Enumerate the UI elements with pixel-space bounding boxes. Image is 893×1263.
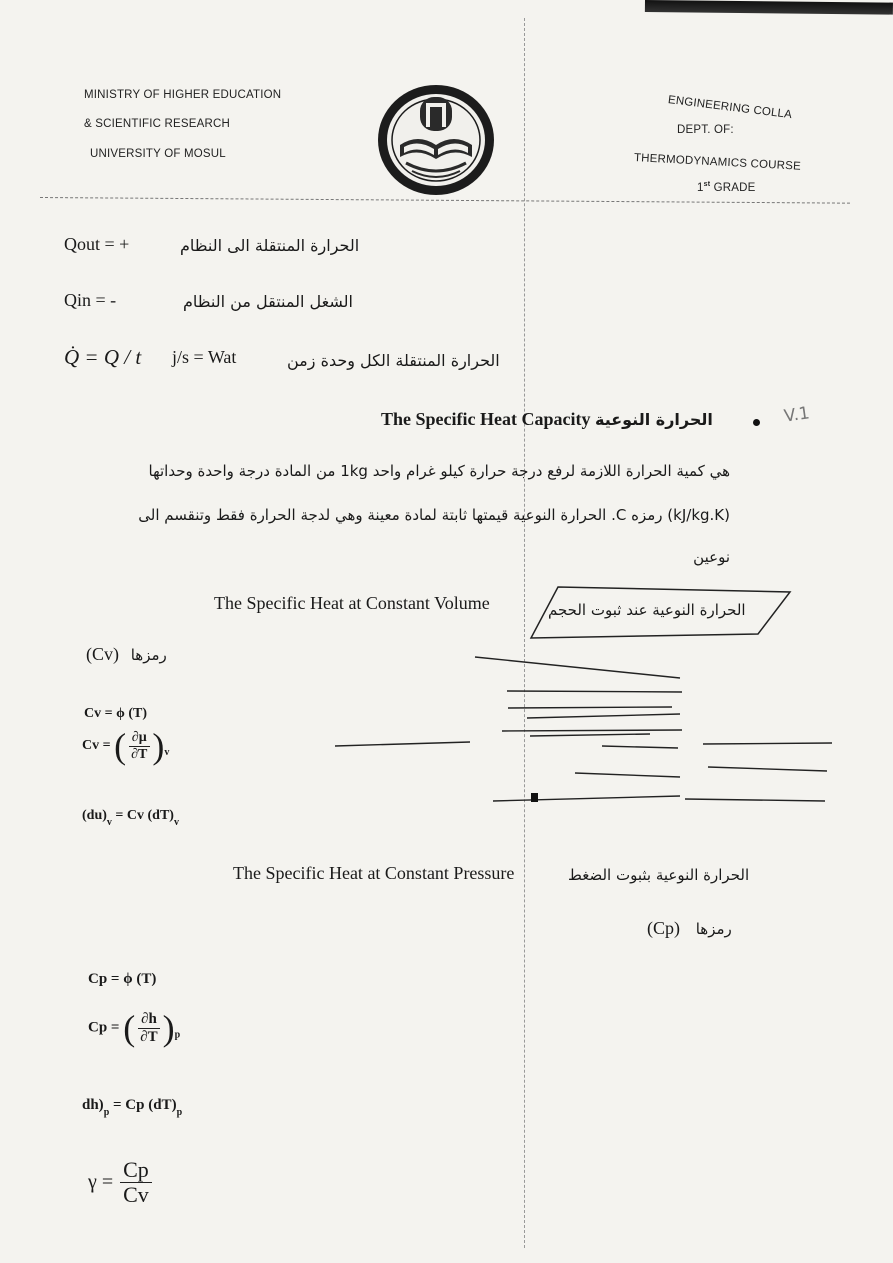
hand-drawn-strokes	[330, 650, 840, 810]
grade-word: GRADE	[713, 181, 756, 194]
grade-line	[697, 181, 756, 194]
qin-description: الشغل المنتقل من النظام	[183, 292, 353, 311]
cp-eq2-subscript: p	[174, 1029, 181, 1041]
qout-label: Qout = +	[64, 234, 130, 254]
gamma-denominator: Cv	[123, 1182, 149, 1208]
bullet-icon	[753, 419, 760, 426]
college-line: ENGINEERING COLLA	[667, 94, 793, 122]
definition-line-1: هي كمية الحرارة اللازمة لرفع درجة حرارة كيلو غرام واحد 1kg من المادة درجة واحدة وحداتها	[148, 462, 730, 480]
definition-line-2: (kJ/kg.K) رمزه C. الحرارة النوعية قيمتها ثابتة لمادة معينة وهي لدجة الحرارة فقط وتنقسم الى	[138, 506, 730, 524]
cv-eq3-lhs: (du)	[82, 808, 107, 823]
research-line: & SCIENTIFIC RESEARCH	[84, 118, 231, 130]
cv-eq2-numerator: ∂μ	[129, 730, 150, 746]
cp-equation-1: Cp = ϕ (T)	[88, 971, 157, 987]
definition-line-3: نوعين	[693, 548, 730, 566]
cv-heading-ar: الحرارة النوعية عند ثبوت الحجم	[548, 601, 746, 619]
specific-heat-heading	[381, 409, 713, 430]
department-line: DEPT. OF:	[677, 124, 734, 136]
qdot-description: الحرارة المنتقلة الكل وحدة زمن	[287, 351, 500, 370]
qdot-formula: Q̇ = Q / t	[64, 345, 142, 369]
cp-heading-ar: الحرارة النوعية بثبوت الضغط	[568, 866, 750, 884]
cp-eq3-subscript-2: p	[176, 1107, 183, 1118]
vertical-fold-line	[524, 18, 525, 1248]
cp-symbol-label: رمزها	[695, 920, 732, 938]
cv-equation-2: Cv = ( $\frac{\partial\mu}{\partial T}$ )$_v$	[82, 726, 170, 766]
ministry-line: MINISTRY OF HIGHER EDUCATION	[84, 89, 282, 101]
cv-eq3-rhs: = Cv (dT)	[115, 808, 174, 823]
cp-eq2-lhs: Cp =	[88, 1019, 120, 1036]
cp-equation-2: Cp = ( $\frac{\partial h}{\partial T}$ )$_p$	[88, 1008, 181, 1048]
handwritten-margin-note: V.1	[782, 403, 811, 427]
cp-symbol: (Cp)	[647, 918, 680, 938]
cp-heading-en: The Specific Heat at Constant Pressure	[233, 863, 515, 883]
qin-label: Qin = -	[64, 290, 117, 310]
cp-eq3-lhs: dh)	[82, 1097, 104, 1113]
gamma-lhs: γ =	[88, 1171, 114, 1194]
university-seal-logo	[376, 83, 496, 198]
cv-equation-1: Cv = ϕ (T)	[84, 706, 147, 721]
gamma-numerator: Cp	[120, 1158, 152, 1183]
qdot-units: j/s = Wat	[172, 347, 237, 367]
cp-eq2-numerator: ∂h	[138, 1011, 160, 1029]
gamma-equation	[88, 1158, 154, 1207]
cv-heading-en: The Specific Heat at Constant Volume	[214, 593, 490, 613]
university-line: UNIVERSITY OF MOSUL	[90, 148, 226, 160]
grade-suffix: st	[703, 181, 711, 188]
cv-symbol: (Cv)	[86, 644, 119, 664]
grade-number: 1	[697, 181, 704, 194]
course-line: THERMODYNAMICS COURSE	[633, 152, 802, 173]
cv-eq2-denominator: ∂T	[131, 746, 148, 762]
cp-eq3-rhs: = Cp (dT)	[113, 1097, 177, 1113]
cp-symbol-row	[647, 918, 732, 939]
cv-symbol-row	[86, 644, 167, 665]
cv-equation-3	[82, 808, 179, 828]
cp-equation-3	[82, 1097, 182, 1118]
cp-eq3-subscript: p	[103, 1107, 110, 1118]
qout-description: الحرارة المنتقلة الى النظام	[180, 236, 360, 255]
specific-heat-heading-ar: الحرارة النوعية	[594, 410, 713, 429]
specific-heat-heading-en: The Specific Heat Capacity	[381, 409, 591, 429]
cv-eq2-lhs: Cv =	[82, 738, 111, 754]
cv-eq2-subscript: v	[164, 747, 170, 759]
cv-symbol-label: رمزها	[130, 646, 167, 664]
cp-eq2-denominator: ∂T	[140, 1028, 158, 1045]
top-right-dark-edge	[645, 0, 893, 15]
cv-eq3-subscript: v	[106, 817, 112, 828]
cv-eq3-subscript-2: v	[173, 817, 179, 828]
